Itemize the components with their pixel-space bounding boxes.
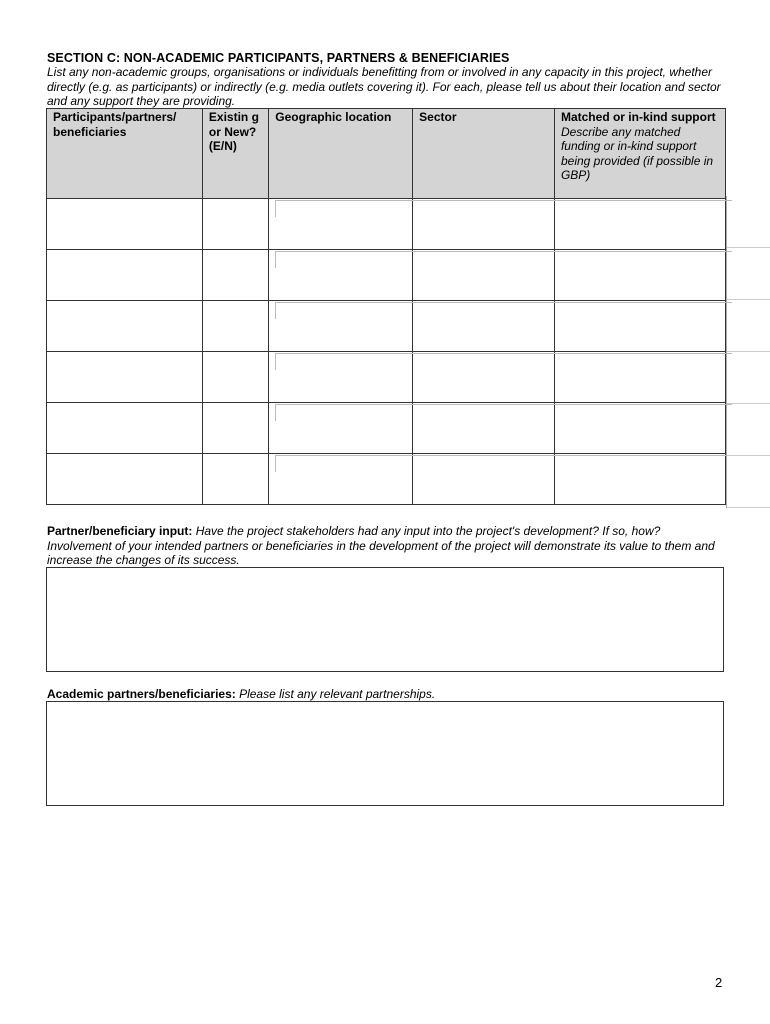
overflow-cell [727,456,770,508]
sector-cell[interactable] [413,301,555,352]
header-matched-support [554,109,725,199]
sector-cell[interactable] [413,352,555,403]
geographic-location-cell[interactable] [269,454,413,505]
overflow-cell [727,404,770,456]
matched-support-cell[interactable] [554,250,725,301]
participant-cell[interactable] [47,301,203,352]
participant-cell[interactable] [47,352,203,403]
table-header-row [47,109,726,199]
existing-new-cell[interactable] [202,199,268,250]
header-geographic-location-label: Geographic location [275,110,392,124]
partner-input-text: Have the project stakeholders had any input into the project's development? If so, how? Involvement of your intended partners or beneficiaries in the development of the project will demonstrate its value to them and increase the changes of its success. [47,524,715,567]
existing-new-cell[interactable] [202,454,268,505]
geographic-location-cell[interactable] [269,403,413,454]
table-row [47,199,726,250]
overflow-cell [727,196,770,248]
academic-partners-label: Academic partners/beneficiaries: [47,687,236,701]
academic-partners-field[interactable] [46,701,724,806]
overflow-cell [727,248,770,300]
geographic-location-cell[interactable] [269,301,413,352]
geographic-location-cell[interactable] [269,199,413,250]
geographic-location-cell[interactable] [269,250,413,301]
participant-cell[interactable] [47,250,203,301]
header-geographic-location [269,109,413,199]
matched-support-cell[interactable] [554,199,725,250]
header-sector-label: Sector [419,110,457,124]
sector-cell[interactable] [413,199,555,250]
sector-cell[interactable] [413,454,555,505]
section-intro: List any non-academic groups, organisations or individuals benefitting from or involved in any capacity in this project, whether directly (e.g. as participants) or indirectly (e.g. media outlets covering it). For each, please tell us about their location and sector and any support they are providing. [47,65,721,108]
header-participants [47,109,203,199]
existing-new-cell[interactable] [202,301,268,352]
overflow-cell [727,352,770,404]
geographic-location-cell[interactable] [269,352,413,403]
table-body [47,199,726,505]
header-matched-support-label: Matched or in-kind support [560,110,716,124]
participant-cell[interactable] [47,403,203,454]
section-title: SECTION C: NON-ACADEMIC PARTICIPANTS, PARTNERS & BENEFICIARIES [47,51,510,65]
matched-support-cell[interactable] [554,454,725,505]
sector-cell[interactable] [413,403,555,454]
participant-cell[interactable] [47,454,203,505]
participant-cell[interactable] [47,199,203,250]
header-existing-new-label: Existin g or New? (E/N) [208,110,259,153]
table-row [47,250,726,301]
table-row [47,403,726,454]
existing-new-cell[interactable] [202,352,268,403]
header-sector [413,109,555,199]
header-participants-label: Participants/partners/ beneficiaries [53,110,177,139]
matched-support-cell[interactable] [554,403,725,454]
table-row [47,454,726,505]
academic-partners-text: Please list any relevant partnerships. [235,687,436,701]
partner-input-prompt [47,524,727,568]
overflow-cell [727,300,770,352]
table-row [47,301,726,352]
table-row [47,352,726,403]
partner-input-label: Partner/beneficiary input: [47,524,193,538]
header-existing-new [202,109,268,199]
academic-partners-prompt [47,687,727,702]
existing-new-cell[interactable] [202,403,268,454]
overflow-column [726,196,770,508]
existing-new-cell[interactable] [202,250,268,301]
participants-table [46,108,726,505]
sector-cell[interactable] [413,250,555,301]
matched-support-cell[interactable] [554,301,725,352]
partner-input-field[interactable] [46,567,724,672]
page-number: 2 [715,975,723,990]
header-matched-support-description: Describe any matched funding or in-kind support being provided (if possible in GBP) [560,124,714,182]
matched-support-cell[interactable] [554,352,725,403]
